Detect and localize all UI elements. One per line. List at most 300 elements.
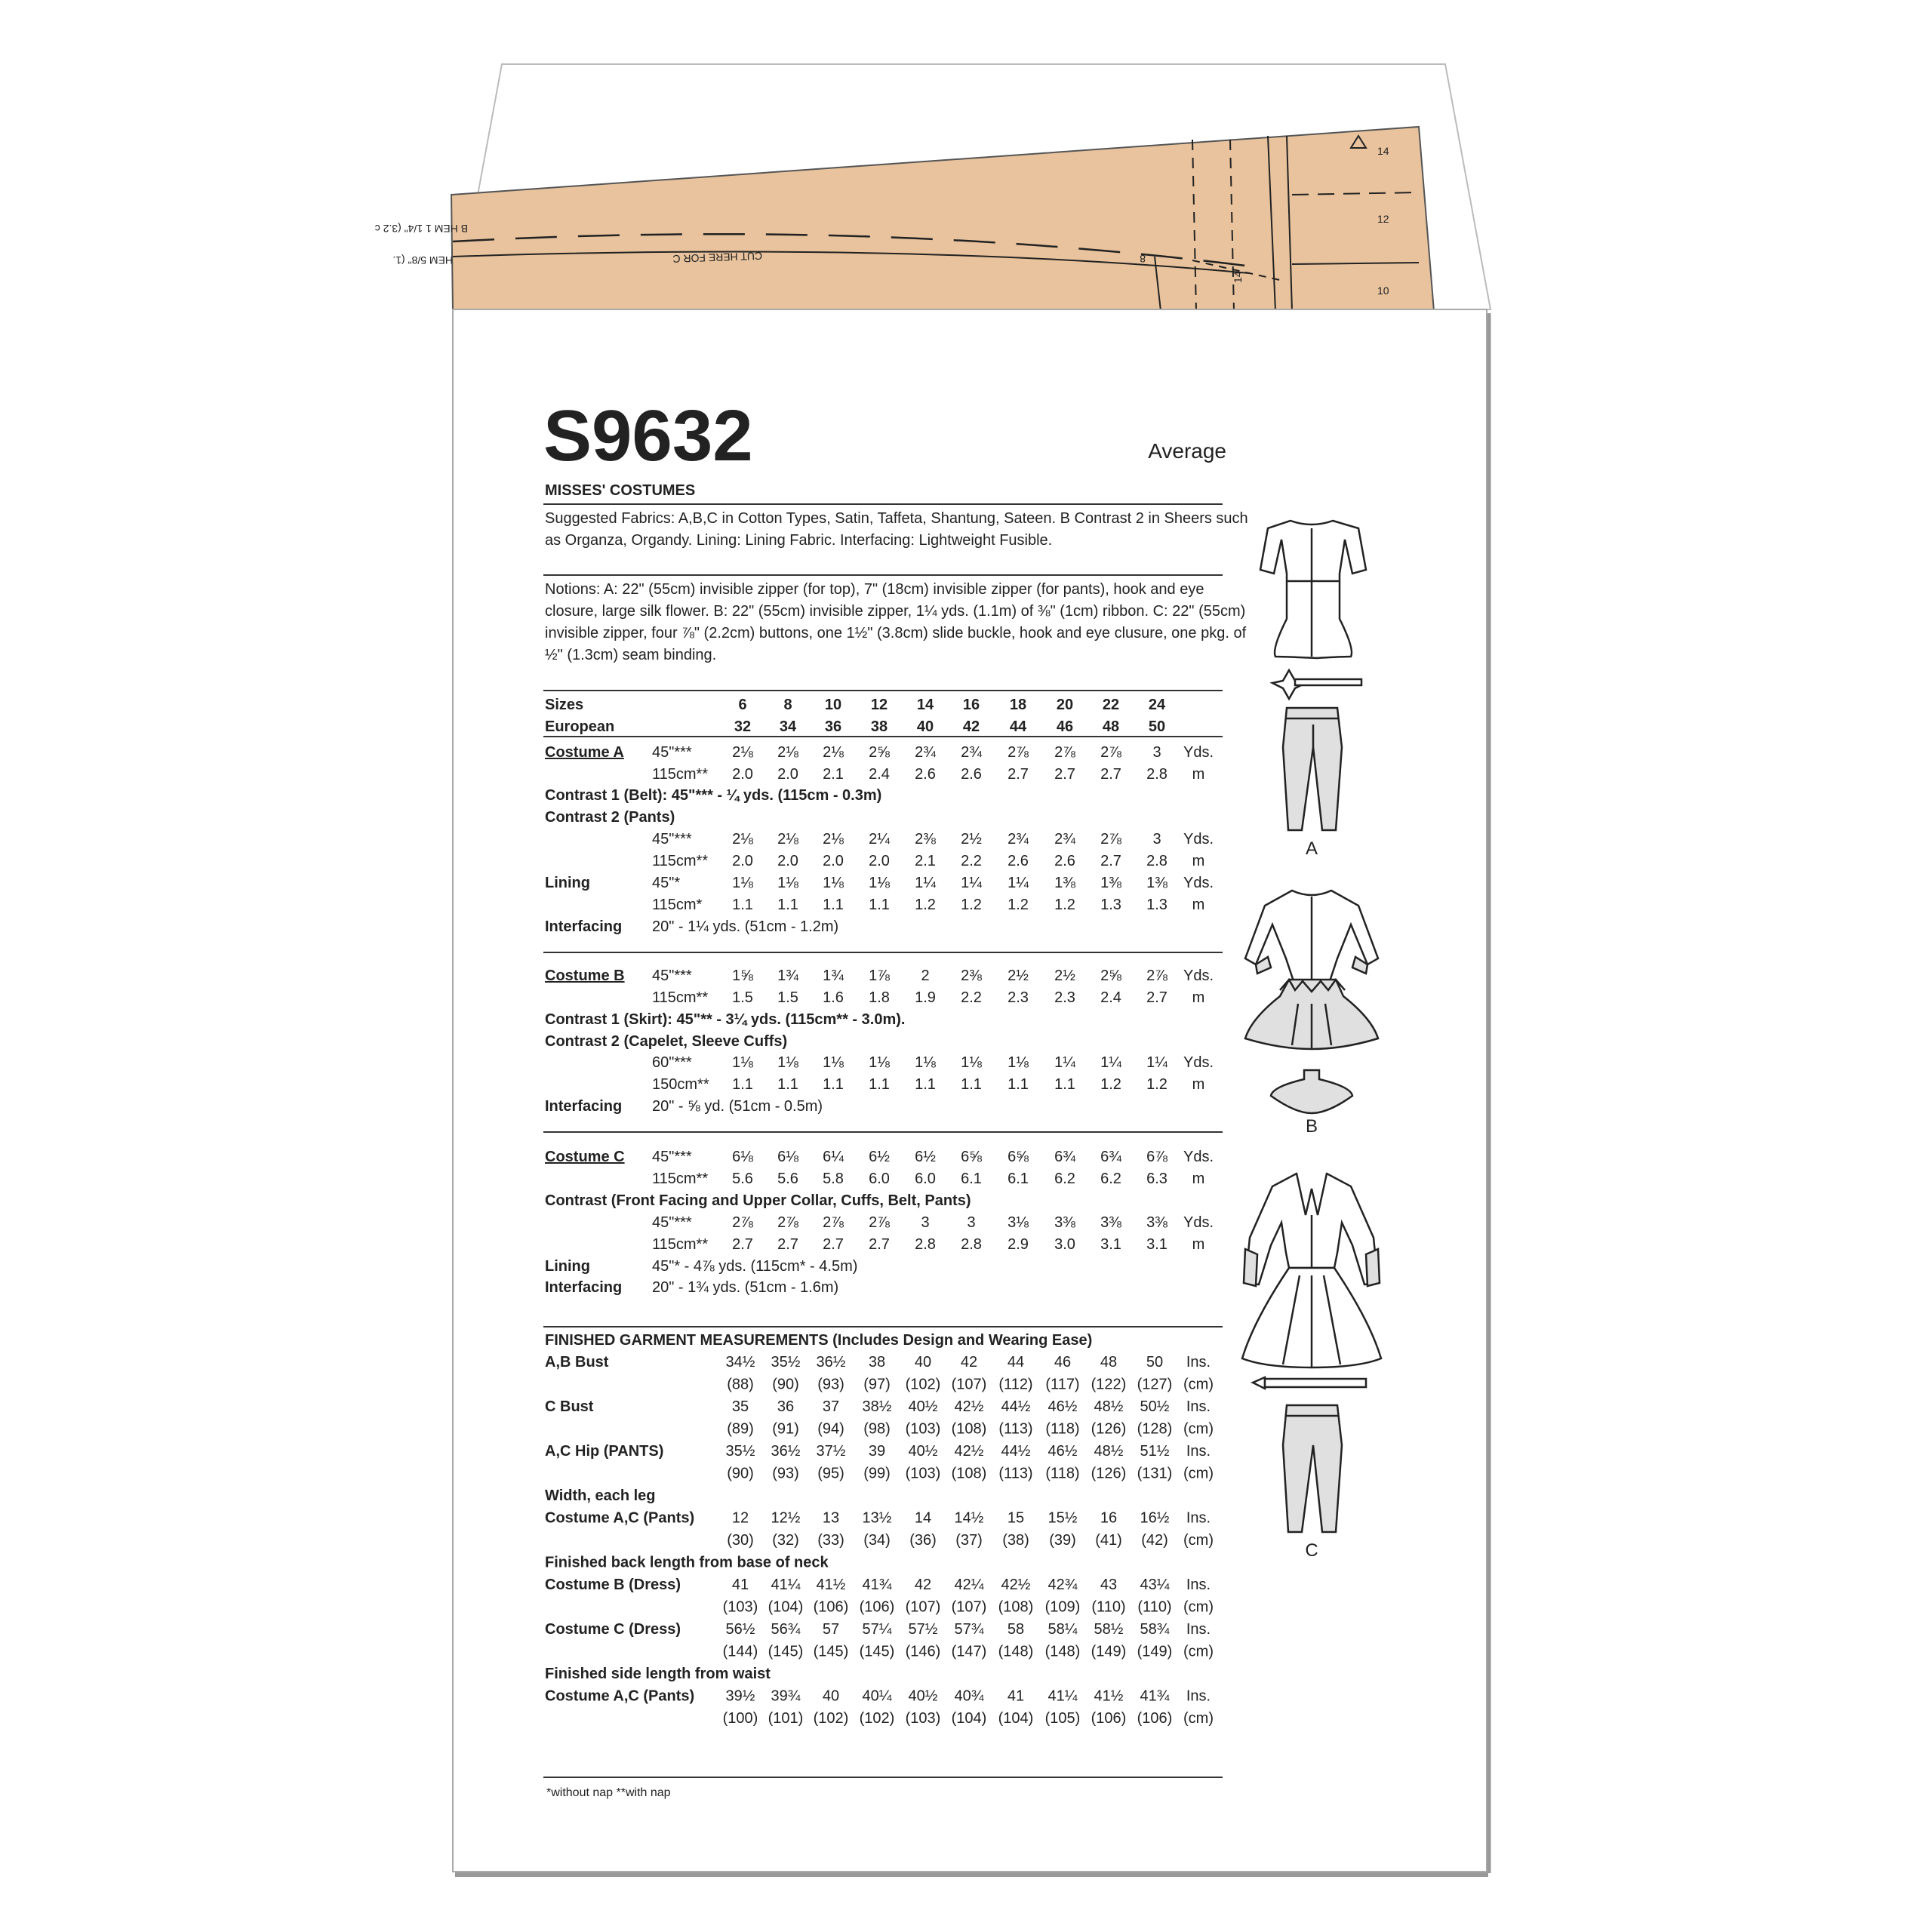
- unit-cell: Ins.: [1186, 1577, 1211, 1593]
- yardage-row-label: Costume C: [545, 1149, 625, 1165]
- unit-cell: Ins.: [1186, 1509, 1211, 1527]
- measurement-cell: (148): [1044, 1643, 1081, 1660]
- view-c-label: C: [1305, 1540, 1318, 1561]
- measurement-cell: 41½: [816, 1577, 846, 1593]
- measurement-cell: 41½: [1094, 1687, 1124, 1705]
- measurement-cell: 42½: [954, 1398, 984, 1415]
- fabric-width-cell: 115cm**: [652, 1171, 709, 1187]
- nap-footnote: *without nap **with nap: [546, 1786, 671, 1799]
- yardage-cell: 3: [921, 1214, 930, 1231]
- measurement-cell: (108): [951, 1465, 987, 1482]
- measurement-cell: (126): [1091, 1465, 1127, 1482]
- yardage-row-label: Contrast 1 (Skirt): 45"** - 3¼ yds. (115cm** - 3.0m).: [545, 1011, 906, 1028]
- measurement-cell: (147): [951, 1643, 987, 1660]
- european-size-cell: 42: [962, 718, 980, 735]
- yardage-cell: 1.8: [869, 989, 890, 1006]
- fabric-width-cell: 115cm*: [652, 897, 703, 913]
- unit-cell: (cm): [1183, 1376, 1214, 1393]
- european-size-cell: 36: [824, 718, 842, 735]
- measurement-cell: (107): [905, 1598, 941, 1616]
- measurement-cell: 41: [1007, 1687, 1025, 1705]
- measurement-cell: 37: [822, 1398, 840, 1415]
- measurement-cell: 46: [1054, 1354, 1072, 1371]
- yardage-cell: 6¾: [1100, 1149, 1121, 1165]
- measurement-cell: 57½: [908, 1621, 938, 1638]
- measurement-row-label: Width, each leg: [545, 1487, 656, 1504]
- tissue-size-14: 14: [1377, 145, 1389, 157]
- measurement-cell: (106): [1091, 1710, 1127, 1727]
- yardage-cell: 2⅞: [1100, 744, 1121, 761]
- yardage-cell: 2⅜: [961, 968, 982, 984]
- measurement-cell: 39¾: [771, 1687, 801, 1705]
- yardage-cell: 6½: [915, 1149, 936, 1165]
- yardage-cell: 1.1: [732, 1076, 753, 1093]
- unit-cell: m: [1192, 766, 1205, 783]
- yardage-cell: 2.7: [777, 1236, 798, 1253]
- yardage-cell: 6⅞: [1146, 1149, 1168, 1165]
- european-label: European: [545, 718, 615, 735]
- measurement-cell: 44: [1007, 1354, 1025, 1371]
- belt-icon: [1253, 1377, 1366, 1389]
- measurement-cell: (90): [727, 1465, 754, 1482]
- measurement-cell: (104): [951, 1710, 987, 1727]
- yardage-cell: 3: [967, 1214, 976, 1231]
- yardage-cell: 2¾: [1008, 831, 1029, 848]
- measurement-cell: 42: [914, 1577, 932, 1593]
- fabric-width-cell: 115cm**: [652, 989, 709, 1006]
- measurement-cell: (88): [727, 1376, 754, 1393]
- measurement-cell: (107): [951, 1376, 987, 1393]
- yardage-cell: 2⅛: [823, 831, 844, 848]
- measurement-cell: (89): [727, 1420, 754, 1438]
- measurement-cell: 56½: [725, 1621, 755, 1638]
- tissue-size-8: 8: [1140, 253, 1146, 265]
- measurement-cell: 58½: [1094, 1621, 1124, 1638]
- yardage-cell: 1.1: [869, 1076, 890, 1093]
- yardage-cell: 1.2: [915, 897, 936, 913]
- yardage-cell: 2.7: [1054, 766, 1075, 783]
- european-size-cell: 48: [1102, 718, 1120, 735]
- measurement-cell: (39): [1049, 1532, 1076, 1549]
- yardage-cell: 1.2: [1008, 897, 1029, 913]
- fabrics-line-2: as Organza, Organdy. Lining: Lining Fabric. Interfacing: Lightweight Fusible.: [545, 532, 1053, 549]
- measurement-cell: (38): [1002, 1532, 1029, 1549]
- yardage-row-label: Costume A: [545, 744, 624, 761]
- measurement-cell: (102): [813, 1710, 849, 1727]
- measurement-cell: 42¼: [954, 1577, 984, 1593]
- unit-cell: Yds.: [1183, 831, 1214, 848]
- yardage-cell: 2⅞: [1100, 831, 1121, 848]
- yardage-row-label: Contrast 2 (Pants): [545, 809, 675, 826]
- yardage-cell: 1.1: [777, 1076, 798, 1093]
- measurement-cell: (105): [1044, 1710, 1081, 1727]
- measurement-row-label: Finished back length from base of neck: [545, 1554, 829, 1571]
- yardage-cell: 2.2: [961, 853, 982, 869]
- measurement-cell: 48: [1100, 1354, 1118, 1371]
- measurement-cell: (91): [772, 1420, 799, 1438]
- yardage-cell: 2.6: [1054, 853, 1075, 869]
- pattern-number: S9632: [543, 395, 753, 476]
- tissue-size-12: 12: [1377, 213, 1389, 225]
- yardage-cell: 1.2: [1054, 897, 1075, 913]
- measurement-cell: 58: [1007, 1621, 1025, 1638]
- yardage-row-label: Interfacing: [545, 1098, 623, 1115]
- measurement-row-label: Finished side length from waist: [545, 1666, 771, 1682]
- yardage-cell: 6¾: [1054, 1149, 1075, 1165]
- yardage-cell: 2.8: [1146, 766, 1168, 783]
- yardage-cell: 1.2: [1100, 1076, 1121, 1093]
- yardage-cell: 6.2: [1100, 1171, 1121, 1187]
- measurement-cell: (36): [909, 1532, 937, 1549]
- measurement-cell: (97): [863, 1376, 891, 1393]
- measurement-cell: 42: [960, 1354, 978, 1371]
- measurement-cell: (103): [905, 1710, 941, 1727]
- fabric-width-cell: 20" - ⅝ yd. (51cm - 0.5m): [652, 1098, 823, 1115]
- measurement-cell: (100): [722, 1710, 758, 1727]
- yardage-cell: 6.1: [1008, 1171, 1029, 1187]
- measurement-cell: (108): [998, 1598, 1034, 1616]
- yardage-row-label: Contrast 1 (Belt): 45"*** - ¼ yds. (115cm - 0.3m): [545, 787, 882, 804]
- yardage-cell: 1¾: [777, 968, 798, 984]
- size-header-cell: 12: [870, 697, 888, 713]
- size-header-cell: 10: [824, 697, 842, 713]
- unit-cell: m: [1192, 1236, 1205, 1253]
- yardage-cell: 2.6: [1008, 853, 1029, 869]
- yardage-cell: 2⅞: [732, 1214, 753, 1231]
- yardage-cell: 1¼: [1100, 1054, 1121, 1071]
- measurement-cell: 36½: [816, 1354, 846, 1371]
- yardage-cell: 2⅞: [823, 1214, 844, 1231]
- unit-cell: Yds.: [1183, 875, 1214, 891]
- unit-cell: (cm): [1183, 1532, 1214, 1549]
- yardage-cell: 2.8: [1146, 853, 1168, 869]
- european-size-cell: 44: [1009, 718, 1027, 735]
- yardage-cell: 2.0: [732, 853, 753, 869]
- unit-cell: (cm): [1183, 1598, 1214, 1616]
- yardage-cell: 1.5: [777, 989, 798, 1006]
- measurement-cell: 13: [822, 1509, 840, 1527]
- measurement-cell: (106): [1137, 1710, 1173, 1727]
- unit-cell: m: [1192, 853, 1205, 869]
- measurement-cell: 12: [731, 1509, 749, 1527]
- yardage-cell: 2⅝: [869, 744, 890, 761]
- fabric-width-cell: 45"*: [652, 875, 681, 891]
- measurement-cell: (93): [772, 1465, 799, 1482]
- yardage-cell: 2.7: [1008, 766, 1029, 783]
- fabric-width-cell: 45"***: [652, 968, 692, 984]
- size-header-cell: 6: [738, 697, 747, 713]
- yardage-cell: 1.6: [823, 989, 844, 1006]
- yardage-cell: 1.1: [777, 897, 798, 913]
- measurement-cell: 40: [822, 1687, 840, 1705]
- yardage-cell: 5.6: [777, 1171, 798, 1187]
- measurement-cell: 56¾: [771, 1621, 801, 1638]
- yardage-cell: 2.4: [869, 766, 890, 783]
- measurement-cell: 44½: [1001, 1443, 1031, 1460]
- size-header-cell: 18: [1009, 697, 1027, 713]
- measurement-cell: 14: [914, 1509, 932, 1527]
- measurement-cell: (106): [813, 1598, 849, 1616]
- tissue-cut-here-label: CUT HERE FOR C: [672, 250, 763, 266]
- yardage-row-label: Lining: [545, 875, 590, 891]
- measurement-cell: 41: [731, 1577, 749, 1593]
- measurement-cell: (113): [998, 1420, 1033, 1438]
- yardage-row-label: Contrast (Front Facing and Upper Collar, Cuffs, Belt, Pants): [545, 1192, 971, 1209]
- measurement-cell: 39½: [725, 1687, 755, 1705]
- size-header-cell: 20: [1056, 697, 1074, 713]
- yardage-cell: 1⅛: [777, 1054, 798, 1071]
- measurement-cell: (30): [727, 1532, 754, 1549]
- yardage-cell: 6.0: [869, 1171, 890, 1187]
- measurement-cell: (33): [817, 1532, 844, 1549]
- yardage-cell: 2.3: [1054, 989, 1075, 1006]
- yardage-cell: 2.7: [869, 1236, 890, 1253]
- measurement-cell: (104): [998, 1710, 1034, 1727]
- size-header-cell: 16: [962, 697, 980, 713]
- yardage-cell: 1.1: [1054, 1076, 1075, 1093]
- yardage-cell: 6⅛: [777, 1149, 798, 1165]
- measurement-cell: (95): [817, 1465, 844, 1482]
- yardage-cell: 1.3: [1100, 897, 1121, 913]
- measurement-cell: (113): [998, 1465, 1033, 1482]
- size-header-cell: 24: [1148, 697, 1166, 713]
- yardage-cell: 2⅞: [1054, 744, 1075, 761]
- finished-measurements-title: FINISHED GARMENT MEASUREMENTS (Includes Design and Wearing Ease): [545, 1332, 1093, 1349]
- measurement-cell: 57: [822, 1621, 840, 1638]
- yardage-cell: 2.0: [732, 766, 753, 783]
- yardage-cell: 1⅜: [1146, 875, 1168, 891]
- yardage-cell: 2.1: [823, 766, 844, 783]
- measurement-row-label: A,C Hip (PANTS): [545, 1443, 664, 1460]
- yardage-cell: 3.0: [1054, 1236, 1075, 1253]
- european-size-cell: 40: [916, 718, 934, 735]
- measurement-cell: (145): [859, 1643, 895, 1660]
- yardage-cell: 1.1: [732, 897, 753, 913]
- measurement-cell: 42½: [954, 1443, 984, 1460]
- yardage-cell: 1.2: [1146, 1076, 1168, 1093]
- unit-cell: m: [1192, 1171, 1205, 1187]
- unit-cell: Ins.: [1186, 1398, 1211, 1415]
- measurement-cell: (131): [1137, 1465, 1173, 1482]
- measurement-cell: 57¾: [954, 1621, 984, 1638]
- measurement-cell: (41): [1095, 1532, 1122, 1549]
- yardage-cell: 2½: [961, 831, 982, 848]
- unit-cell: Ins.: [1186, 1443, 1211, 1460]
- yardage-cell: 2⅛: [823, 744, 844, 761]
- tissue-size-10: 10: [1377, 285, 1389, 297]
- yardage-cell: 1⅛: [961, 1054, 982, 1071]
- measurement-cell: (149): [1137, 1643, 1173, 1660]
- yardage-cell: 3⅜: [1054, 1214, 1075, 1231]
- yardage-cell: 2⅛: [777, 744, 798, 761]
- yardage-cell: 1⅛: [869, 1054, 890, 1071]
- yardage-cell: 1⅛: [1008, 1054, 1029, 1071]
- measurement-cell: 50½: [1140, 1398, 1170, 1415]
- unit-cell: Yds.: [1183, 968, 1214, 984]
- measurement-cell: 40¼: [862, 1687, 892, 1705]
- difficulty-level: Average: [1148, 439, 1226, 463]
- unit-cell: Yds.: [1183, 1149, 1214, 1165]
- yardage-cell: 1⅛: [732, 875, 753, 891]
- yardage-cell: 1¼: [1008, 875, 1029, 891]
- yardage-cell: 2¾: [915, 744, 936, 761]
- measurement-cell: 38: [868, 1354, 886, 1371]
- measurement-cell: 15: [1007, 1509, 1025, 1527]
- measurement-cell: 41¾: [862, 1577, 892, 1593]
- yardage-cell: 1.1: [823, 897, 844, 913]
- unit-cell: Yds.: [1183, 1214, 1214, 1231]
- measurement-cell: 41¾: [1140, 1687, 1170, 1705]
- measurement-row-label: Costume A,C (Pants): [545, 1509, 695, 1527]
- measurement-cell: (90): [772, 1376, 799, 1393]
- fabric-width-cell: 20" - 1¾ yds. (51cm - 1.6m): [652, 1279, 839, 1296]
- view-b-label: B: [1305, 1116, 1318, 1137]
- measurement-cell: 41¼: [771, 1577, 801, 1593]
- fabric-width-cell: 60"***: [652, 1054, 692, 1071]
- fabric-width-cell: 20" - 1¼ yds. (51cm - 1.2m): [652, 918, 839, 935]
- measurement-cell: 36: [777, 1398, 795, 1415]
- yardage-cell: 3.1: [1146, 1236, 1168, 1253]
- measurement-cell: 40: [914, 1354, 932, 1371]
- measurement-cell: (110): [1137, 1598, 1172, 1616]
- yardage-cell: 1.1: [1008, 1076, 1029, 1093]
- size-header-cell: 22: [1102, 697, 1120, 713]
- measurement-cell: (103): [905, 1465, 941, 1482]
- unit-cell: m: [1192, 897, 1205, 913]
- european-size-cell: 38: [870, 718, 888, 735]
- yardage-cell: 6⅛: [732, 1149, 753, 1165]
- measurement-cell: 36½: [771, 1443, 801, 1460]
- european-size-cell: 32: [734, 718, 752, 735]
- yardage-cell: 1⅛: [732, 1054, 753, 1071]
- measurement-cell: (112): [998, 1376, 1033, 1393]
- measurement-cell: (122): [1091, 1376, 1127, 1393]
- yardage-cell: 2½: [1054, 968, 1075, 984]
- yardage-cell: 2⅛: [777, 831, 798, 848]
- unit-cell: m: [1192, 989, 1205, 1006]
- yardage-cell: 1.1: [823, 1076, 844, 1093]
- yardage-cell: 1⅜: [1054, 875, 1075, 891]
- sizes-label: Sizes: [545, 697, 584, 713]
- yardage-cell: 1⅜: [1100, 875, 1121, 891]
- yardage-cell: 2⅛: [732, 831, 753, 848]
- yardage-cell: 6.1: [961, 1171, 982, 1187]
- tissue-hem-label-b: B HEM 1 1/4" (3.2 c: [374, 223, 468, 235]
- measurement-cell: (101): [768, 1710, 804, 1727]
- yardage-cell: 3.1: [1100, 1236, 1121, 1253]
- yardage-cell: 2.2: [961, 989, 982, 1006]
- measurement-cell: 42½: [1001, 1577, 1031, 1593]
- yardage-cell: 2: [921, 968, 930, 984]
- measurement-cell: 46½: [1048, 1443, 1078, 1460]
- yardage-cell: 6.0: [915, 1171, 936, 1187]
- measurement-cell: 42¾: [1048, 1577, 1078, 1593]
- yardage-cell: 1.5: [732, 989, 753, 1006]
- notions-line: closure, large silk flower. B: 22" (55cm) invisible zipper, 1¼ yds. (1.1m) of ⅜" (1cm) ribbon. C: 22" (55cm): [545, 603, 1246, 620]
- view-a-label: A: [1305, 838, 1318, 859]
- measurement-cell: 44½: [1001, 1398, 1031, 1415]
- measurement-cell: (104): [768, 1598, 804, 1616]
- measurement-cell: (98): [863, 1420, 891, 1438]
- measurement-cell: (148): [998, 1643, 1034, 1660]
- measurement-cell: (93): [817, 1376, 844, 1393]
- yardage-cell: 6⅝: [961, 1149, 982, 1165]
- measurement-cell: 43¼: [1140, 1577, 1170, 1593]
- yardage-cell: 5.6: [732, 1171, 753, 1187]
- measurement-cell: 35½: [725, 1443, 755, 1460]
- yardage-cell: 2.8: [915, 1236, 936, 1253]
- yardage-cell: 1.1: [869, 897, 890, 913]
- yardage-cell: 2.7: [1100, 853, 1121, 869]
- measurement-cell: 12½: [771, 1509, 801, 1527]
- measurement-row-label: Costume A,C (Pants): [545, 1687, 695, 1705]
- notions-line: invisible zipper, four ⅞" (2.2cm) buttons, one 1½" (3.8cm) slide buckle, hook and eye clusure, one pkg. of: [545, 625, 1247, 641]
- yardage-cell: 2⅞: [869, 1214, 890, 1231]
- measurement-cell: 37½: [816, 1443, 846, 1460]
- measurement-cell: 16: [1100, 1509, 1118, 1527]
- yardage-cell: 1¼: [915, 875, 936, 891]
- measurement-cell: 34½: [725, 1354, 755, 1371]
- unit-cell: Ins.: [1186, 1687, 1211, 1705]
- yardage-cell: 1.9: [915, 989, 936, 1006]
- yardage-cell: 6⅝: [1008, 1149, 1029, 1165]
- measurement-cell: 43: [1100, 1577, 1118, 1593]
- yardage-cell: 1⅛: [823, 875, 844, 891]
- yardage-cell: 1⅞: [869, 968, 890, 984]
- yardage-cell: 3⅜: [1100, 1214, 1121, 1231]
- unit-cell: Yds.: [1183, 744, 1214, 761]
- yardage-cell: 3: [1152, 831, 1161, 848]
- measurement-cell: (103): [905, 1420, 941, 1438]
- measurement-cell: (128): [1137, 1420, 1173, 1438]
- measurement-cell: (118): [1045, 1420, 1080, 1438]
- european-size-cell: 34: [779, 718, 797, 735]
- measurement-cell: (127): [1137, 1376, 1173, 1393]
- measurement-cell: 15½: [1048, 1509, 1078, 1527]
- measurement-cell: (144): [722, 1643, 758, 1660]
- measurement-row-label: Costume C (Dress): [545, 1621, 681, 1638]
- yardage-cell: 2.7: [1100, 766, 1121, 783]
- size-header-cell: 8: [783, 697, 792, 713]
- fabric-width-cell: 45"* - 4⅞ yds. (115cm* - 4.5m): [652, 1258, 858, 1275]
- measurement-cell: 13½: [862, 1509, 892, 1527]
- yardage-row-label: Costume B: [545, 968, 625, 984]
- measurement-row-label: A,B Bust: [545, 1354, 609, 1371]
- yardage-cell: 1.2: [961, 897, 982, 913]
- yardage-cell: 2¼: [869, 831, 890, 848]
- yardage-cell: 1⅛: [869, 875, 890, 891]
- fabric-width-cell: 45"***: [652, 1214, 692, 1231]
- measurement-cell: (102): [859, 1710, 895, 1727]
- yardage-row-label: Interfacing: [545, 918, 623, 935]
- yardage-cell: 2.0: [777, 853, 798, 869]
- yardage-cell: 2¾: [961, 744, 982, 761]
- measurement-cell: 14½: [954, 1509, 984, 1527]
- unit-cell: Yds.: [1183, 1054, 1214, 1071]
- yardage-cell: 3⅛: [1008, 1214, 1029, 1231]
- measurement-cell: 46½: [1048, 1398, 1078, 1415]
- yardage-cell: 2.7: [823, 1236, 844, 1253]
- yardage-cell: 1.1: [961, 1076, 982, 1093]
- yardage-cell: 6.3: [1146, 1171, 1168, 1187]
- yardage-cell: 2⅞: [1008, 744, 1029, 761]
- measurement-cell: (103): [722, 1598, 758, 1616]
- measurement-cell: (108): [951, 1420, 987, 1438]
- measurement-cell: 48½: [1094, 1398, 1124, 1415]
- measurement-cell: 58¼: [1048, 1621, 1078, 1638]
- fabric-width-cell: 45"***: [652, 744, 692, 761]
- yardage-cell: 2.9: [1008, 1236, 1029, 1253]
